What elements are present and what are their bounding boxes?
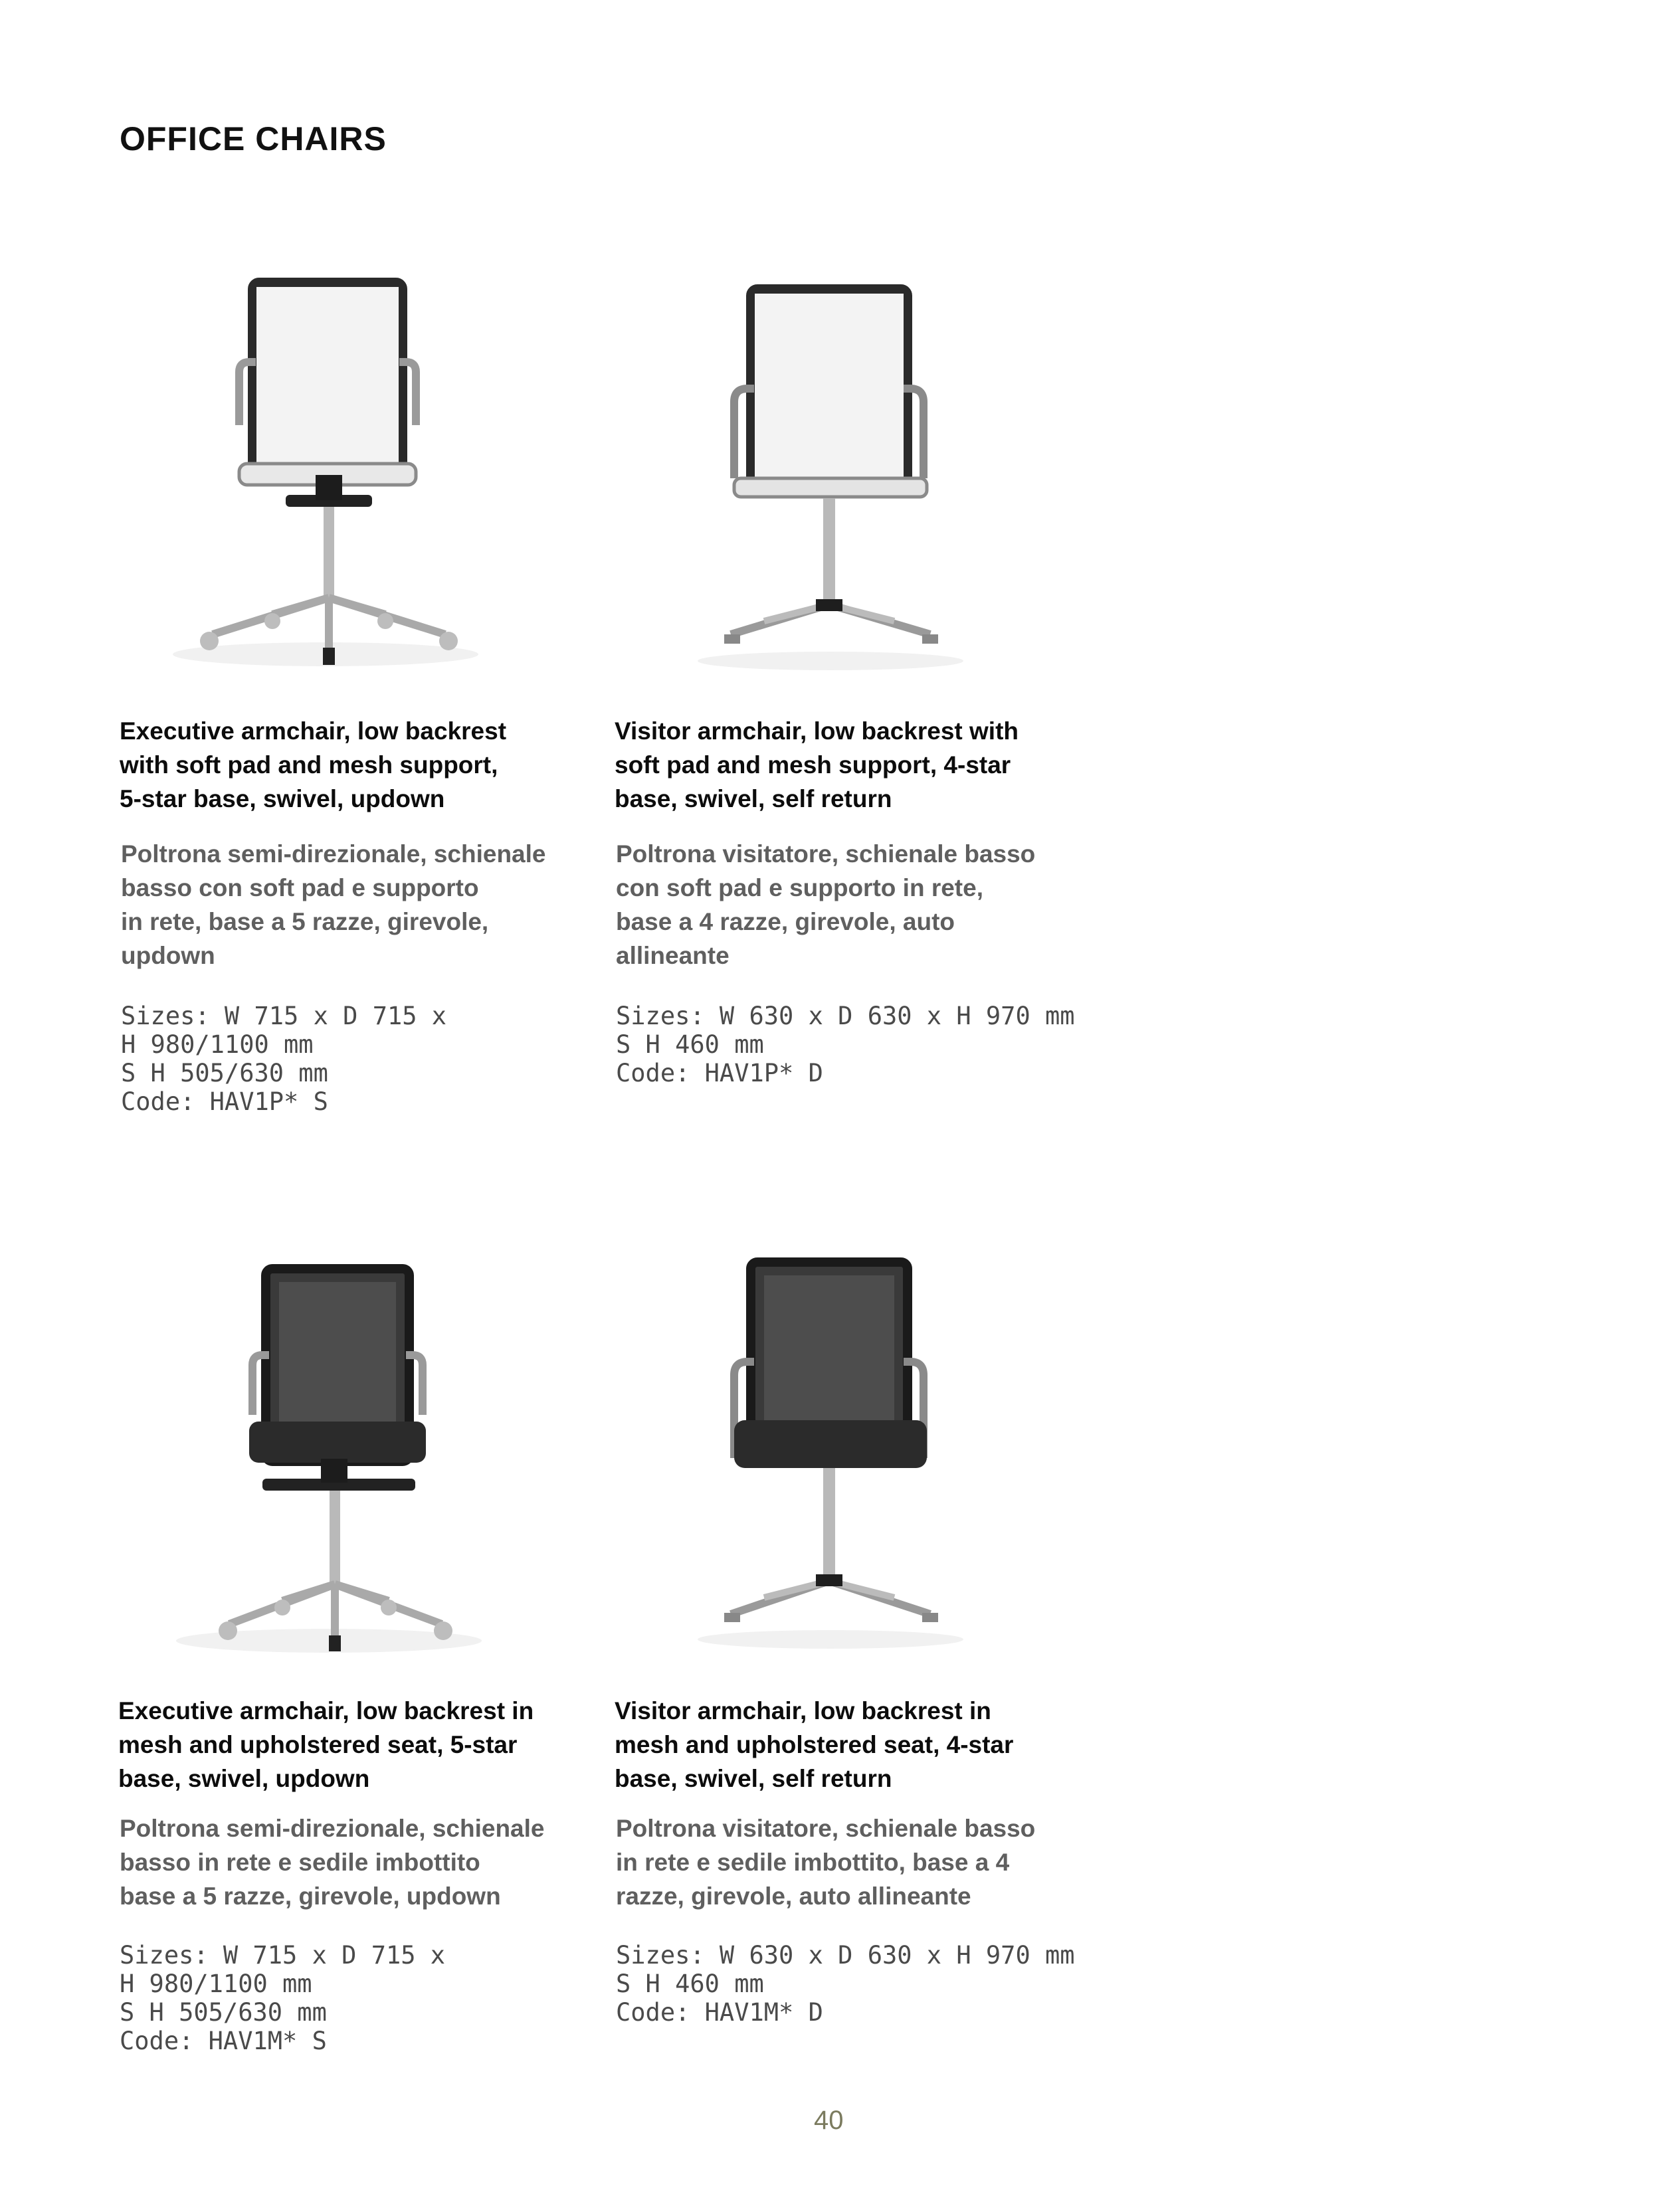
white-mesh-chair-5-star-base-image bbox=[173, 252, 545, 691]
product-title-it: Poltrona visitatore, schienale basso in rete e sedile imbottito, base a 4 razze, girevole, auto allineante bbox=[616, 1815, 1036, 1910]
product-specs bbox=[120, 1941, 445, 2055]
product-title-en: Executive armchair, low backrest with soft pad and mesh support, 5-star base, swivel, updown bbox=[120, 717, 507, 812]
spec-line: Code: HAV1P* S bbox=[121, 1087, 328, 1116]
spec-line: Code: HAV1M* D bbox=[616, 1998, 823, 2027]
black-mesh-chair-5-star-base-image bbox=[169, 1242, 541, 1681]
spec-line: S H 505/630 mm bbox=[120, 1998, 327, 2027]
spec-line: S H 460 mm bbox=[616, 1030, 764, 1059]
product-specs bbox=[616, 1002, 1075, 1087]
black-mesh-chair-4-star-base-image bbox=[671, 1242, 1043, 1681]
spec-line: Code: HAV1P* D bbox=[616, 1059, 823, 1087]
spec-line: Sizes: W 715 x D 715 x bbox=[121, 1002, 447, 1030]
spec-line: S H 460 mm bbox=[616, 1970, 764, 1998]
product-title-en: Visitor armchair, low backrest with soft pad and mesh support, 4-star base, swivel, self return bbox=[615, 717, 1019, 812]
spec-line: S H 505/630 mm bbox=[121, 1059, 328, 1087]
product-specs bbox=[121, 1002, 446, 1116]
spec-line: Code: HAV1M* S bbox=[120, 2027, 327, 2055]
product-title-it: Poltrona visitatore, schienale basso con soft pad e supporto in rete, base a 4 razze, girevole, auto allineante bbox=[616, 840, 1036, 969]
product-title-en: Executive armchair, low backrest in mesh and upholstered seat, 5-star base, swivel, updown bbox=[118, 1697, 534, 1792]
product-title-en: Visitor armchair, low backrest in mesh and upholstered seat, 4-star base, swivel, self return bbox=[615, 1697, 1014, 1792]
spec-line: Sizes: W 630 x D 630 x H 970 mm bbox=[616, 1002, 1075, 1030]
spec-line: Sizes: W 630 x D 630 x H 970 mm bbox=[616, 1941, 1075, 1970]
spec-line: H 980/1100 mm bbox=[121, 1030, 314, 1059]
product-specs bbox=[616, 1941, 1075, 2027]
page-title: OFFICE CHAIRS bbox=[120, 120, 387, 157]
spec-line: H 980/1100 mm bbox=[120, 1970, 312, 1998]
page-number: 40 bbox=[814, 2106, 844, 2135]
product-title-it: Poltrona semi-direzionale, schienale basso in rete e sedile imbottito base a 5 razze, girevole, updown bbox=[120, 1815, 545, 1910]
spec-line: Sizes: W 715 x D 715 x bbox=[120, 1941, 446, 1970]
white-mesh-chair-4-star-base-image bbox=[671, 259, 1043, 697]
product-title-it: Poltrona semi-direzionale, schienale basso con soft pad e supporto in rete, base a 5 razze, girevole, updown bbox=[121, 840, 546, 969]
